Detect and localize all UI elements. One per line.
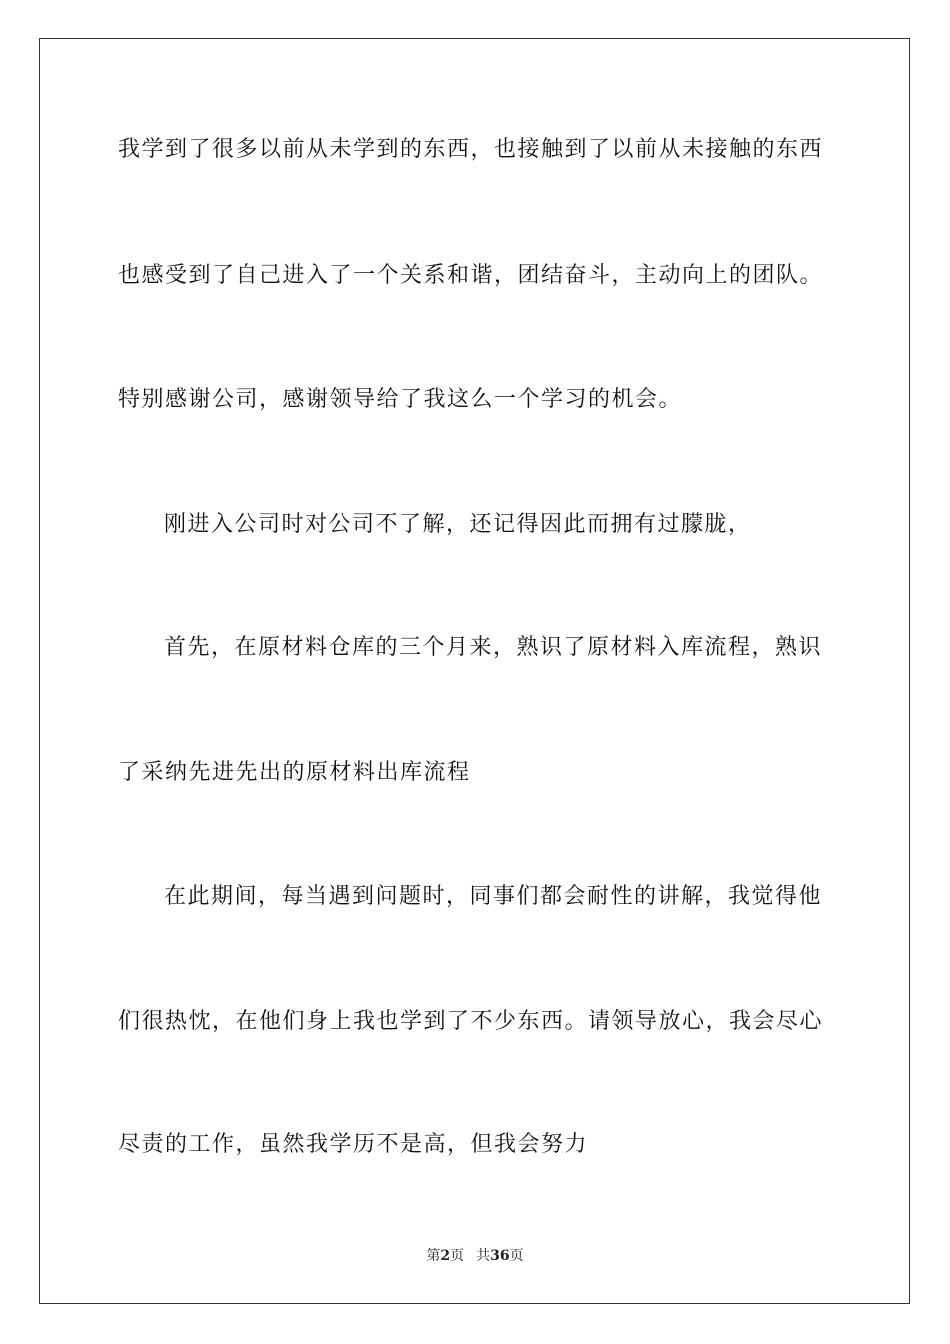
text-line-7: 在此期间，每当遇到问题时，同事们都会耐性的讲解，我觉得他 [164,884,823,909]
text-line-8: 们很热忱，在他们身上我也学到了不少东西。请领导放心，我会尽心 [118,1009,824,1034]
text-line-3: 特别感谢公司，感谢领导给了我这么一个学习的机会。 [118,387,683,412]
total-pages-number: 36 [490,1248,510,1264]
page-frame [39,38,910,1304]
text-line-1: 我学到了很多以前从未学到的东西，也接触到了以前从未接触的东西 [118,137,824,162]
text-line-9: 尽责的工作，虽然我学历不是高，但我会努力 [118,1132,589,1157]
text-line-4: 刚进入公司时对公司不了解，还记得因此而拥有过朦胧， [164,512,752,537]
page-footer [0,1246,950,1266]
current-page-number: 2 [440,1248,451,1264]
text-line-5: 首先，在原材料仓库的三个月来，熟识了原材料入库流程，熟识 [164,635,823,660]
text-line-6: 了采纳先进先出的原材料出库流程 [118,760,471,785]
page-suffix: 页 [450,1248,465,1264]
total-prefix: 共 [476,1248,491,1264]
total-suffix: 页 [509,1248,524,1264]
text-line-2: 也感受到了自己进入了一个关系和谐，团结奋斗，主动向上的团队。 [118,263,824,288]
page-prefix: 第 [426,1248,441,1264]
